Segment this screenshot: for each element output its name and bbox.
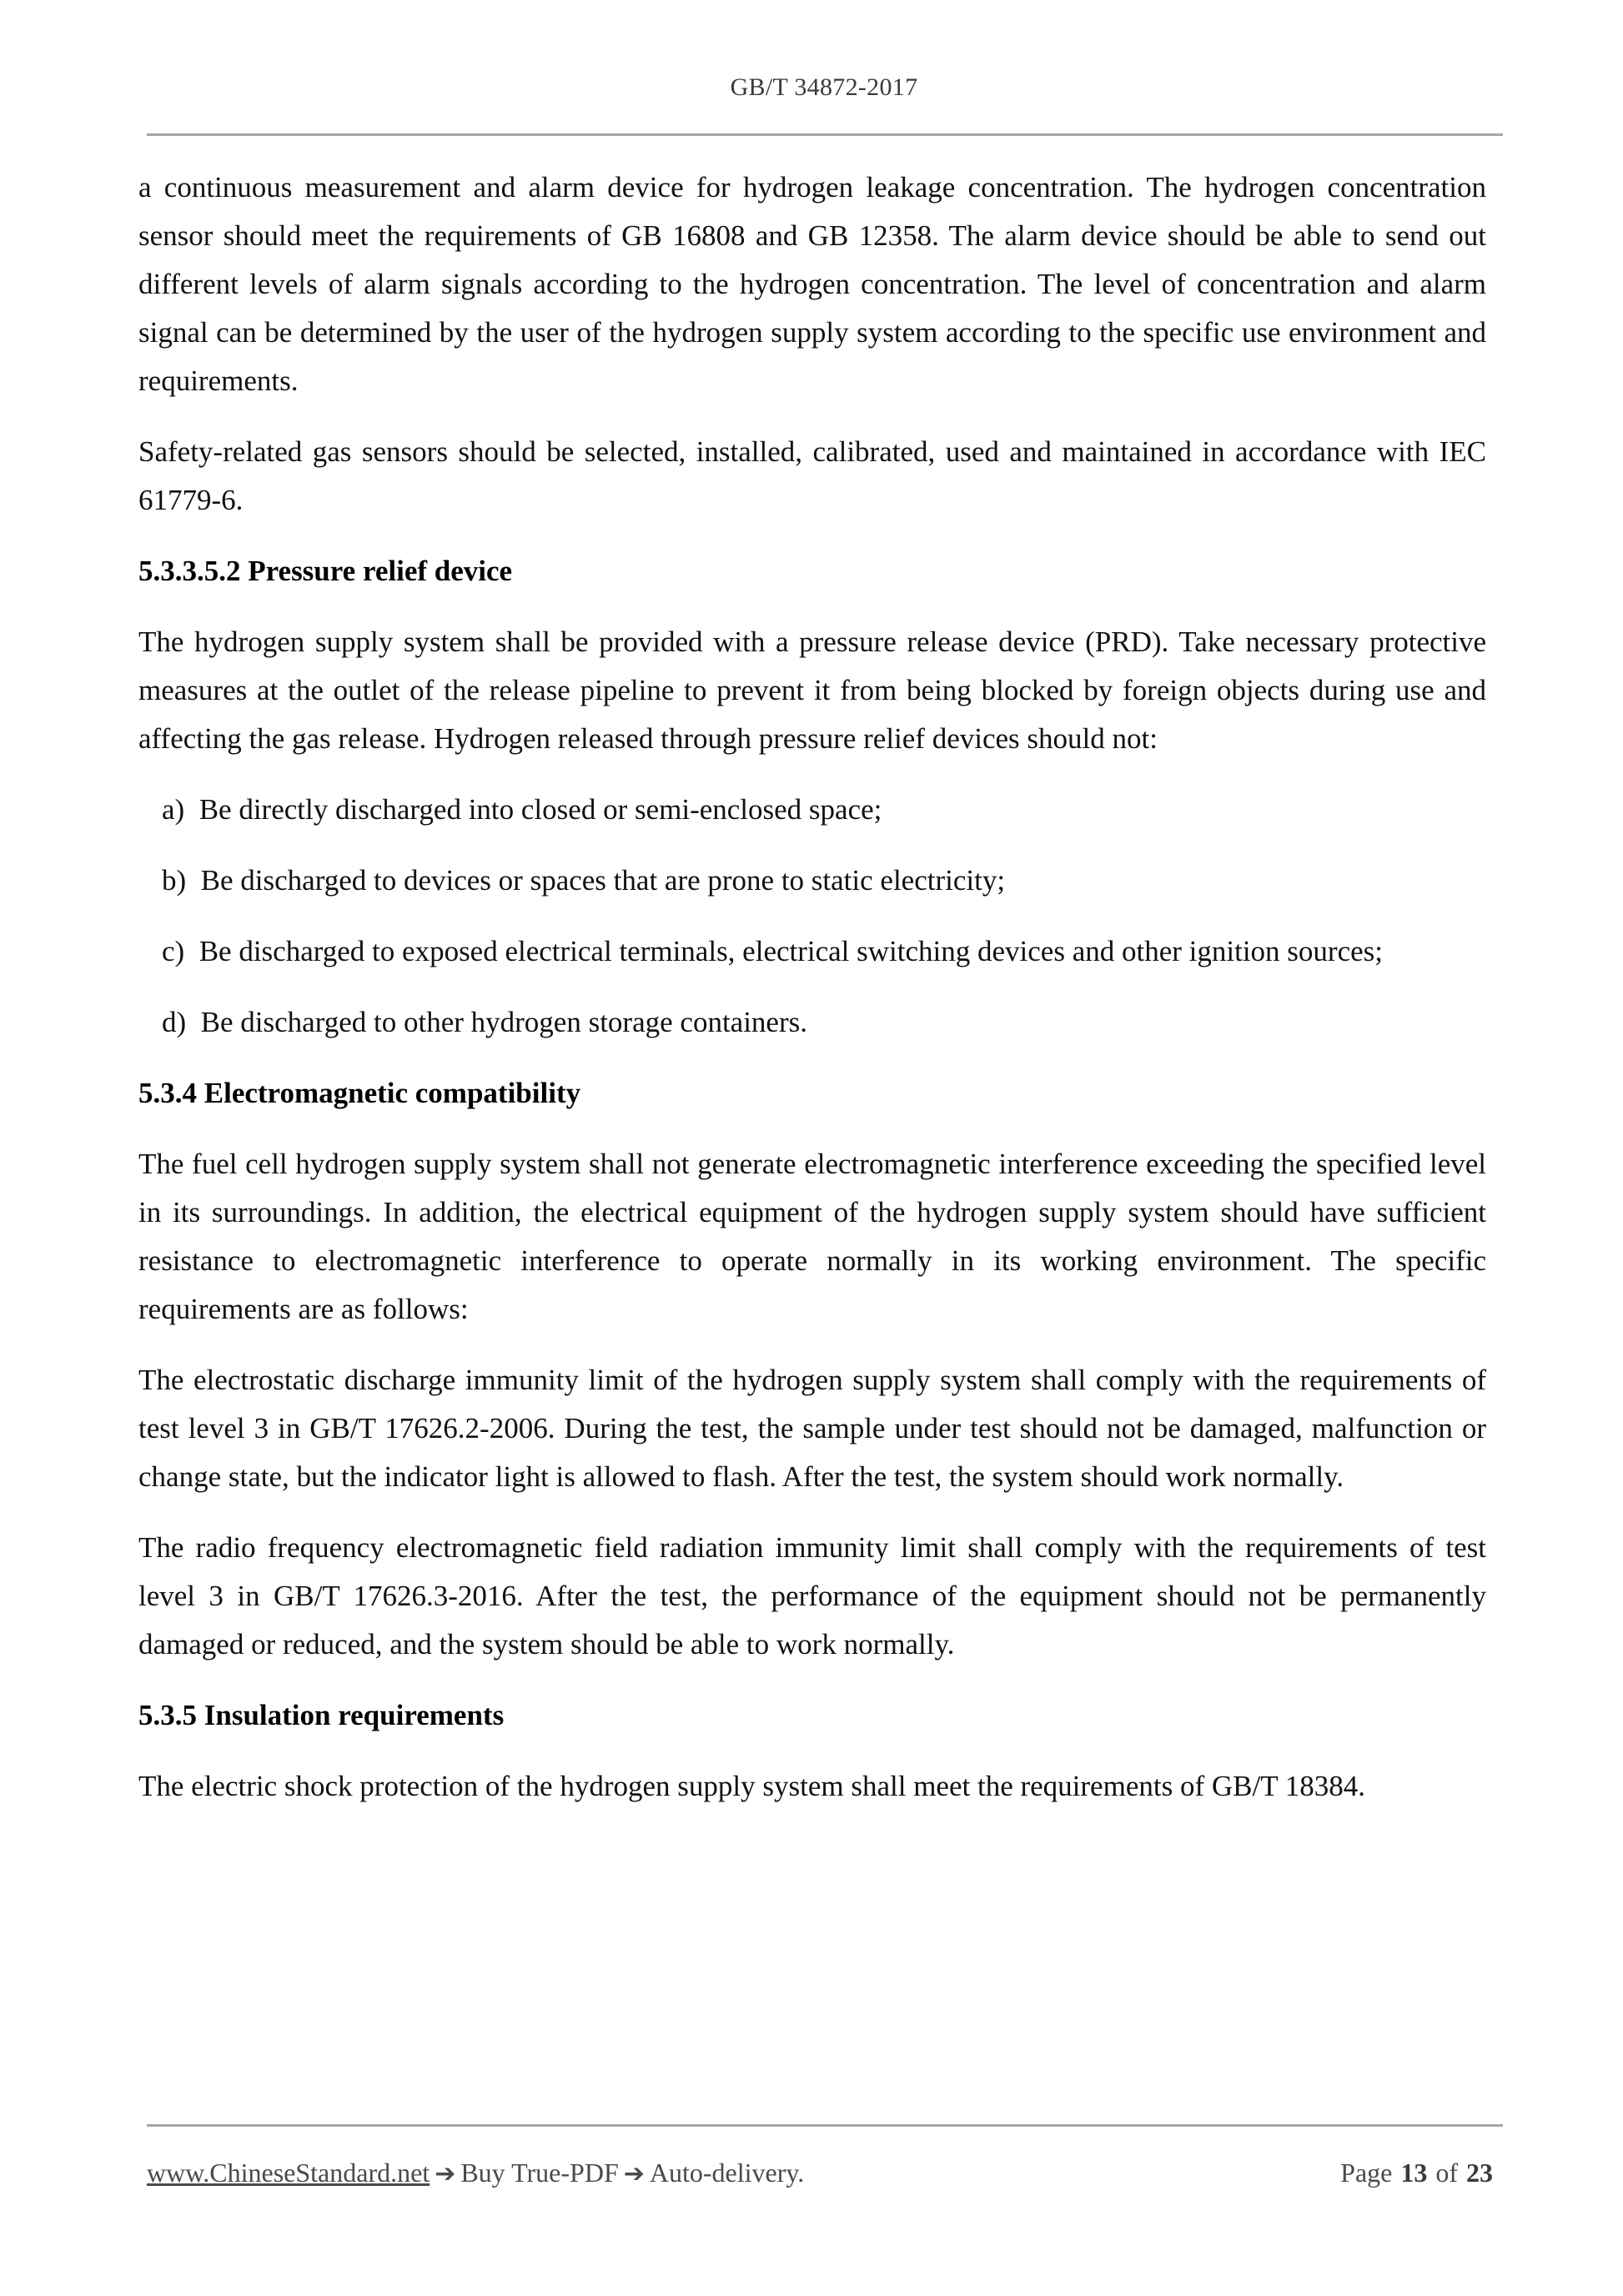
header-divider [147,133,1503,136]
paragraph-pressure-release-device: The hydrogen supply system shall be provided with a pressure release device (PRD). Take necessary protective measures at the outlet of the release pipeline to prevent it from being blocked by foreign objects during use and affecting the gas release. Hydrogen released through pressure relief devices should not: [138,625,1486,755]
paragraph-electric-shock-protection: The electric shock protection of the hydrogen supply system shall meet the requirements of GB/T 18384. [138,1770,1365,1802]
paragraph-electrostatic-discharge-immunity: The electrostatic discharge immunity limit of the hydrogen supply system shall comply with the requirements of test level 3 in GB/T 17626.2-2006. During the test, the sample under test should not be damaged, malfunction or change state, but the indicator light is allowed to flash. After the test, the system should work normally. [138,1364,1486,1493]
page-of-label: of [1435,2158,1458,2188]
list-item-marker-c: c) [162,935,192,967]
paragraph-hydrogen-alarm-device: a continuous measurement and alarm device for hydrogen leakage concentration. The hydrogen concentration sensor should meet the requirements of GB 16808 and GB 12358. The alarm device should be able to send out different levels of alarm signals according to the hydrogen concentration. The level of concentration and alarm signal can be determined by the user of the hydrogen supply system according to the specific use environment and requirements. [138,171,1486,397]
list-item [138,927,1486,976]
list-item [138,857,1486,905]
heading-pressure-relief-device: 5.3.3.5.2 Pressure relief device [138,555,513,587]
paragraph-radio-frequency-immunity: The radio frequency electromagnetic field radiation immunity limit shall comply with the requirements of test level 3 in GB/T 17626.3-2016. After the test, the performance of the equipment should not be permanently damaged or reduced, and the system should be able to work normally. [138,1531,1486,1660]
page-content [138,163,1486,1833]
page-header [147,73,1501,102]
page-total: 23 [1466,2158,1493,2188]
list-item [138,786,1486,834]
footer-promo-delivery-label: Auto-delivery. [649,2158,805,2188]
list-item [138,998,1486,1047]
footer-promo-buy-label: Buy True-PDF [460,2158,619,2188]
heading-insulation-requirements: 5.3.5 Insulation requirements [138,1699,505,1731]
list-item-text-b: Be discharged to devices or spaces that are prone to static electricity; [200,864,1006,897]
page-indicator [1337,2153,1498,2192]
standard-number: GB/T 34872-2017 [730,73,918,101]
list-item-marker-a: a) [162,793,192,826]
paragraph-safety-gas-sensors: Safety-related gas sensors should be selected, installed, calibrated, used and maintained in accordance with IEC 61779-6. [138,435,1486,516]
footer-promo [147,2153,804,2193]
arrow-right-icon-2: ➔ [623,2159,645,2188]
list-item-text-d: Be discharged to other hydrogen storage containers. [200,1006,807,1038]
list-item-marker-d: d) [162,1006,193,1038]
prd-restrictions-list [138,786,1486,1047]
page-footer [147,2153,1503,2203]
arrow-right-icon: ➔ [435,2159,456,2188]
chinesestandard-link[interactable]: www.ChineseStandard.net [147,2158,430,2188]
footer-divider [147,2124,1503,2127]
list-item-text-a: Be directly discharged into closed or semi-enclosed space; [198,793,882,826]
list-item-text-c: Be discharged to exposed electrical terminals, electrical switching devices and other ignition sources; [198,935,1383,967]
paragraph-emi-requirements: The fuel cell hydrogen supply system shall not generate electromagnetic interference exceeding the specified level in its surroundings. In addition, the electrical equipment of the hydrogen supply system should have sufficient resistance to electromagnetic interference to operate normally in its working environment. The specific requirements are as follows: [138,1148,1486,1325]
heading-electromagnetic-compatibility: 5.3.4 Electromagnetic compatibility [138,1077,581,1109]
page-number: 13 [1400,2158,1428,2188]
list-item-marker-b: b) [162,864,193,897]
page-label: Page [1340,2158,1393,2188]
